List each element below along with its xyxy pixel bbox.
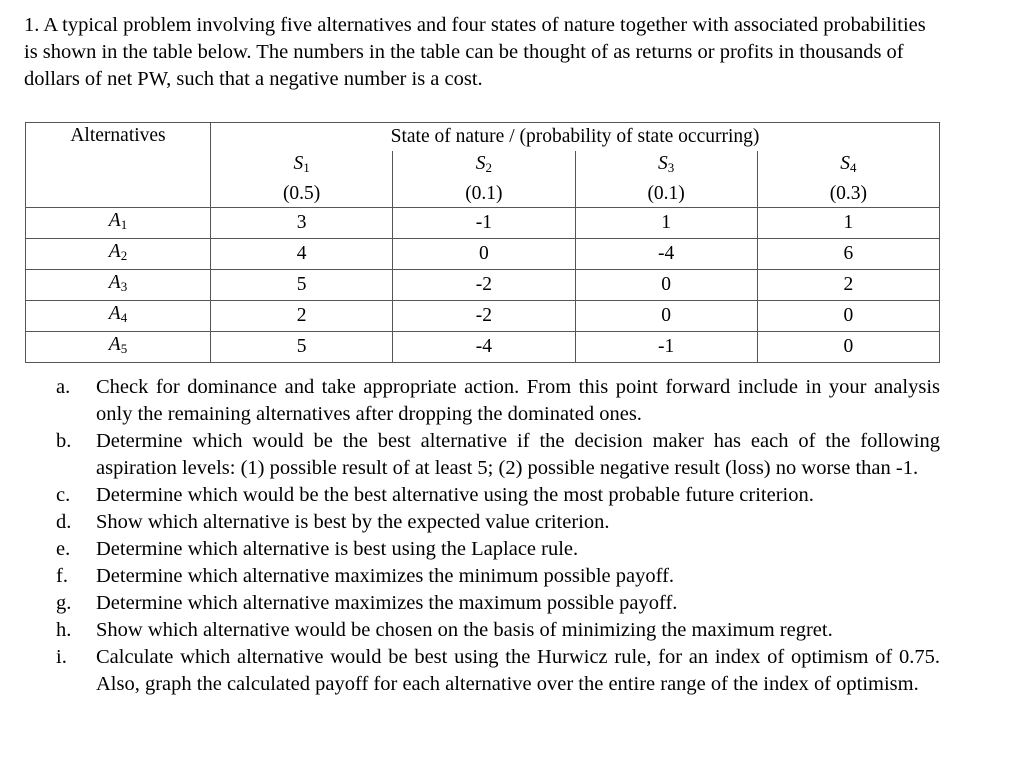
problem-intro: 1. A typical problem involving five alternatives and four states of nature together with associated probabilities is shown in the table below. The numbers in the table can be thought of as returns or profits in thousands of dollars of net PW, such that a negative number is a cost. bbox=[24, 14, 926, 90]
question-text: Show which alternative would be chosen on the basis of minimizing the maximum regret. bbox=[96, 619, 833, 641]
payoff-cell: -2 bbox=[393, 301, 575, 332]
table-row bbox=[26, 208, 940, 239]
payoff-cell: 0 bbox=[757, 332, 939, 363]
question-item bbox=[56, 482, 940, 509]
question-text: Determine which alternative is best using the Laplace rule. bbox=[96, 538, 579, 560]
payoff-cell: 5 bbox=[211, 332, 393, 363]
alternatives-header: Alternatives bbox=[26, 123, 211, 208]
question-item bbox=[56, 563, 940, 590]
state-name: $S_1$ bbox=[293, 153, 310, 175]
payoff-cell: -1 bbox=[393, 208, 575, 239]
alternative-label: $A_5$ bbox=[26, 332, 211, 363]
state-of-nature-header: State of nature / (probability of state occurring) bbox=[211, 123, 940, 152]
payoff-cell: 0 bbox=[757, 301, 939, 332]
question-item bbox=[56, 536, 940, 563]
table-row bbox=[26, 301, 940, 332]
state-probability: (0.1) bbox=[465, 183, 503, 204]
state-name: $S_3$ bbox=[658, 153, 675, 175]
state-header-3 bbox=[575, 151, 757, 208]
question-marker: i. bbox=[56, 646, 67, 668]
table-header-row bbox=[26, 123, 940, 152]
state-header-2 bbox=[393, 151, 575, 208]
payoff-cell: 5 bbox=[211, 270, 393, 301]
question-item bbox=[56, 374, 940, 428]
payoff-cell: 4 bbox=[211, 239, 393, 270]
alternative-label: $A_4$ bbox=[26, 301, 211, 332]
question-text: Determine which would be the best alternative if the decision maker has each of the following aspiration levels: (1) possible result of at least 5; (2) possible negative result (loss) no worse than -1. bbox=[96, 430, 940, 479]
question-text: Determine which alternative maximizes the maximum possible payoff. bbox=[96, 592, 678, 614]
question-marker: g. bbox=[56, 592, 72, 614]
state-probability: (0.1) bbox=[647, 183, 685, 204]
payoff-cell: -2 bbox=[393, 270, 575, 301]
question-text: Calculate which alternative would be best using the Hurwicz rule, for an index of optimism of 0.75. Also, graph the calculated payoff for each alternative over the entire range of the index of optimism. bbox=[96, 646, 940, 695]
payoff-cell: 0 bbox=[393, 239, 575, 270]
state-header-1 bbox=[211, 151, 393, 208]
payoff-cell: -4 bbox=[575, 239, 757, 270]
table-row bbox=[26, 239, 940, 270]
state-name: $S_2$ bbox=[475, 153, 492, 175]
question-item bbox=[56, 509, 940, 536]
question-marker: h. bbox=[56, 619, 72, 641]
payoff-cell: 1 bbox=[757, 208, 939, 239]
question-list bbox=[56, 374, 940, 698]
question-text: Determine which would be the best alternative using the most probable future criterion. bbox=[96, 484, 814, 506]
question-item bbox=[56, 644, 940, 698]
question-item bbox=[56, 617, 940, 644]
payoff-cell: 1 bbox=[575, 208, 757, 239]
payoff-table bbox=[25, 122, 940, 363]
question-marker: b. bbox=[56, 430, 72, 452]
payoff-cell: 2 bbox=[757, 270, 939, 301]
alternative-label: $A_2$ bbox=[26, 239, 211, 270]
table-row bbox=[26, 332, 940, 363]
state-probability: (0.5) bbox=[282, 183, 321, 204]
payoff-cell: -1 bbox=[575, 332, 757, 363]
payoff-cell: 6 bbox=[757, 239, 939, 270]
question-marker: f. bbox=[56, 565, 68, 587]
question-marker: a. bbox=[56, 376, 71, 398]
payoff-cell: 3 bbox=[211, 208, 393, 239]
alternative-label: $A_3$ bbox=[26, 270, 211, 301]
question-marker: d. bbox=[56, 511, 72, 533]
question-item bbox=[56, 428, 940, 482]
question-text: Determine which alternative maximizes the minimum possible payoff. bbox=[96, 565, 675, 587]
state-header-4 bbox=[757, 151, 939, 208]
question-marker: c. bbox=[56, 484, 71, 506]
state-name: $S_4$ bbox=[840, 153, 857, 175]
table-body bbox=[26, 208, 940, 363]
question-text: Check for dominance and take appropriate action. From this point forward include in your analysis only the remaining alternatives after dropping the dominated ones. bbox=[96, 376, 940, 425]
alternative-label: $A_1$ bbox=[26, 208, 211, 239]
payoff-cell: 0 bbox=[575, 270, 757, 301]
table-row bbox=[26, 270, 940, 301]
payoff-cell: -4 bbox=[393, 332, 575, 363]
state-probability: (0.3) bbox=[829, 183, 868, 204]
question-item bbox=[56, 590, 940, 617]
payoff-cell: 0 bbox=[575, 301, 757, 332]
question-text: Show which alternative is best by the expected value criterion. bbox=[96, 511, 610, 533]
question-marker: e. bbox=[56, 538, 71, 560]
payoff-cell: 2 bbox=[211, 301, 393, 332]
